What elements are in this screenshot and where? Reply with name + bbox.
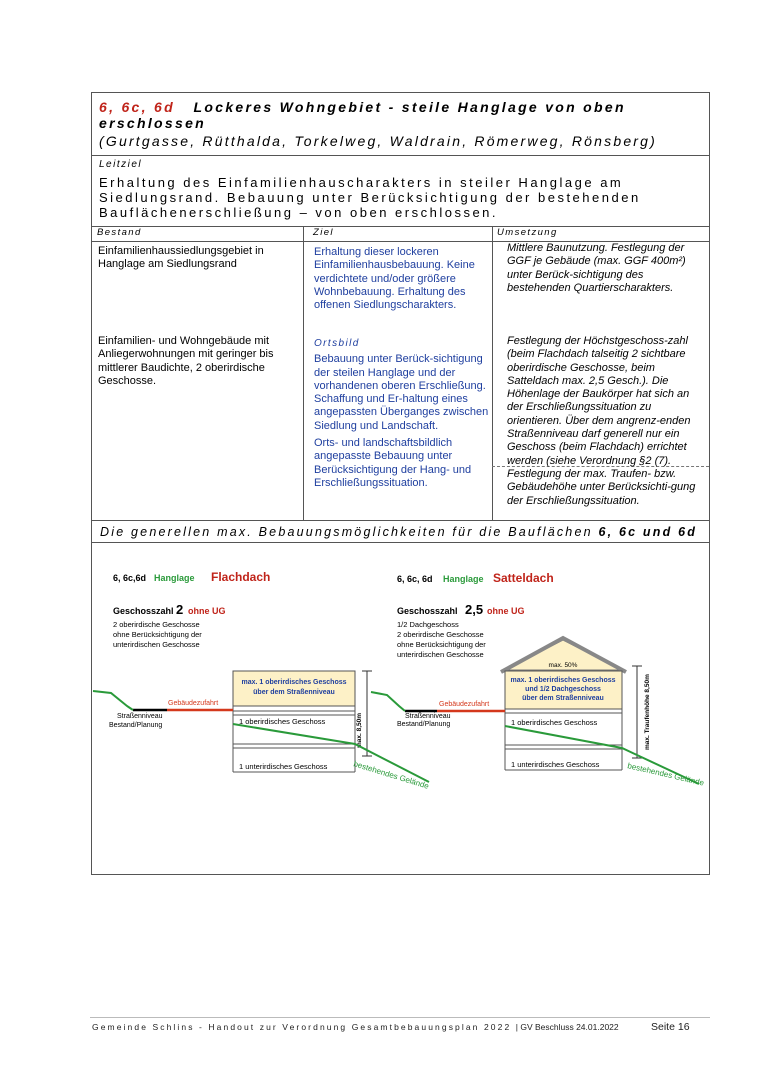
right-hanglage: Hanglage bbox=[443, 574, 484, 584]
row2-bestand: Einfamilien- und Wohngebäude mit Anliegerwohnungen mit geringer bis mittlerer Baudichte, 2 oberirdische Geschosse. bbox=[98, 335, 274, 387]
page-number: Seite 16 bbox=[651, 1021, 690, 1033]
left-floor1: 1 unterirdisches Geschoss bbox=[239, 762, 328, 771]
row1-ziel: Erhaltung dieser lockeren Einfamilienhausbebauung. Keine verdichtete und/oder größere Wohnbebauung. Erhaltung des offenen Siedlungscharakters. bbox=[314, 246, 475, 312]
table-divider bbox=[303, 226, 304, 520]
band-text: Die generellen max. Bebauungsmöglichkeiten für die Bauflächen bbox=[100, 525, 593, 539]
left-box-line1: max. 1 oberirdisches Geschoss bbox=[241, 679, 347, 686]
summary-band-text bbox=[100, 525, 697, 539]
footer-text bbox=[92, 1022, 619, 1032]
band-bold: 6, 6c und 6d bbox=[598, 525, 698, 539]
left-height-label: max. 8,50m bbox=[356, 712, 363, 748]
row2-ziel-p2: Orts- und landschaftsbildlich angepasste Bebauung unter Berücksichtigung der Hang- und Erschließungssituation. bbox=[314, 437, 472, 489]
col-header-ziel: Ziel bbox=[313, 227, 334, 238]
row2-ziel bbox=[314, 337, 489, 490]
table-divider bbox=[492, 226, 493, 520]
col-header-umsetzung: Umsetzung bbox=[497, 227, 558, 238]
section-areas: (Gurtgasse, Rütthalda, Torkelweg, Waldrain, Römerweg, Rönsberg) bbox=[99, 133, 658, 149]
ortsbild-label: Ortsbild bbox=[314, 338, 360, 349]
section-title bbox=[99, 99, 626, 131]
right-gelaende: bestehendes Gelände bbox=[626, 761, 705, 788]
left-gz-value: 2 bbox=[176, 602, 184, 617]
right-height-label: max. Traufenhöhe 8,50m bbox=[644, 674, 651, 750]
left-code: 6, 6c,6d bbox=[113, 573, 147, 583]
right-zufahrt: Gebäudezufahrt bbox=[439, 701, 490, 708]
footer-title: Gemeinde Schlins - Handout zur Verordnung Gesamtbebauungsplan 2022 bbox=[92, 1022, 512, 1032]
row1-umsetzung: Mittlere Baunutzung. Festlegung der GGF je Gebäude (max. GGF 400m²) unter Berück-sichtigung des bestehenden Quartierscharakters. bbox=[507, 242, 686, 294]
summary-band bbox=[92, 520, 709, 543]
right-floor1: 1 unterirdisches Geschoss bbox=[511, 760, 600, 769]
left-gz-label: Geschosszahl bbox=[113, 606, 174, 616]
right-gz-suffix: ohne UG bbox=[487, 606, 525, 616]
right-terrain bbox=[371, 692, 405, 711]
footer-beschluss: | GV Beschluss 24.01.2022 bbox=[515, 1022, 619, 1032]
diagram-satteldach bbox=[371, 571, 705, 788]
right-code: 6, 6c, 6d bbox=[397, 574, 433, 584]
right-desc1: 1/2 Dachgeschoss bbox=[397, 620, 459, 629]
leitziel-text: Erhaltung des Einfamilienhauscharakters in steiler Hanglage am Siedlungsrand. Bebauung unter Berücksichtigung der bestehenden Bauflächenerschließung – von oben erschlossen. bbox=[99, 175, 641, 220]
left-hanglage: Hanglage bbox=[154, 573, 195, 583]
left-gelaende: bestehendes Gelände bbox=[352, 759, 430, 791]
leitziel-label: Leitziel bbox=[99, 159, 143, 170]
right-desc4: unterirdischen Geschosse bbox=[397, 650, 484, 659]
right-gz-value: 2,5 bbox=[465, 602, 484, 617]
right-box-line1: max. 1 oberirdisches Geschoss bbox=[510, 677, 616, 684]
left-gz-suffix: ohne UG bbox=[188, 606, 226, 616]
section-code: 6, 6c, 6d bbox=[99, 99, 175, 115]
right-strasse1: Straßenniveau bbox=[405, 713, 451, 720]
title-line1: Lockeres Wohngebiet - steile Hanglage von oben bbox=[193, 99, 626, 115]
right-desc3: ohne Berücksichtigung der bbox=[397, 640, 486, 649]
left-terrain bbox=[93, 691, 133, 710]
criteria-table bbox=[92, 226, 709, 520]
left-roof: Flachdach bbox=[211, 570, 271, 584]
left-desc3: unterirdischen Geschosse bbox=[113, 640, 200, 649]
row2-umsetzung: Festlegung der Höchstgeschoss-zahl (beim Flachdach talseitig 2 sichtbare oberirdische Geschosse, beim Satteldach max. 2,5 Gesch.). Die Höhenlage der Baukörper hat sich an der Erschließungssituation zu orientieren. Über dem angrenz-enden Straßenniveau darf generell nur ein Geschoss (beim Flachdach) errichtet werden (siehe Verordnung §2 (7). Festlegung der max. Traufen- bzw. Gebäudehöhe unter Berücksichti-gung der Erschließungssituation. bbox=[507, 335, 696, 507]
row1-bestand: Einfamilienhaussiedlungsgebiet in Hanglage am Siedlungsrand bbox=[98, 245, 264, 271]
left-floor2: 1 oberirdisches Geschoss bbox=[239, 717, 326, 726]
right-attic-label: max. 50% bbox=[548, 662, 578, 669]
title-line2: erschlossen bbox=[99, 115, 207, 131]
left-desc1: 2 oberirdische Geschosse bbox=[113, 620, 200, 629]
col-header-bestand: Bestand bbox=[97, 227, 142, 238]
right-box-line3: über dem Straßenniveau bbox=[522, 695, 604, 702]
left-box-line2: über dem Straßenniveau bbox=[253, 689, 335, 696]
right-roof: Satteldach bbox=[493, 571, 554, 585]
left-strasse1: Straßenniveau bbox=[117, 713, 163, 720]
leitziel-section bbox=[92, 155, 709, 227]
right-desc2: 2 oberirdische Geschosse bbox=[397, 630, 484, 639]
diagram-flachdach bbox=[93, 570, 430, 791]
left-desc2: ohne Berücksichtigung der bbox=[113, 630, 202, 639]
right-floor2: 1 oberirdisches Geschoss bbox=[511, 718, 598, 727]
right-box-line2: und 1/2 Dachgeschoss bbox=[525, 686, 601, 693]
footer-divider bbox=[90, 1017, 710, 1018]
section-header bbox=[92, 93, 709, 156]
left-strasse2: Bestand/Planung bbox=[109, 722, 163, 729]
left-zufahrt: Gebäudezufahrt bbox=[168, 700, 219, 707]
row2-ziel-p1: Bebauung unter Berück-sichtigung der steilen Hanglage und der vorhandenen oberen Erschließung. Schaffung und Er-haltung eines angepassten Überganges zwischen Siedlung und Landschaft. bbox=[314, 353, 489, 432]
section-diagrams bbox=[91, 548, 710, 874]
right-strasse2: Bestand/Planung bbox=[397, 721, 451, 728]
right-gz-label: Geschosszahl bbox=[397, 606, 458, 616]
